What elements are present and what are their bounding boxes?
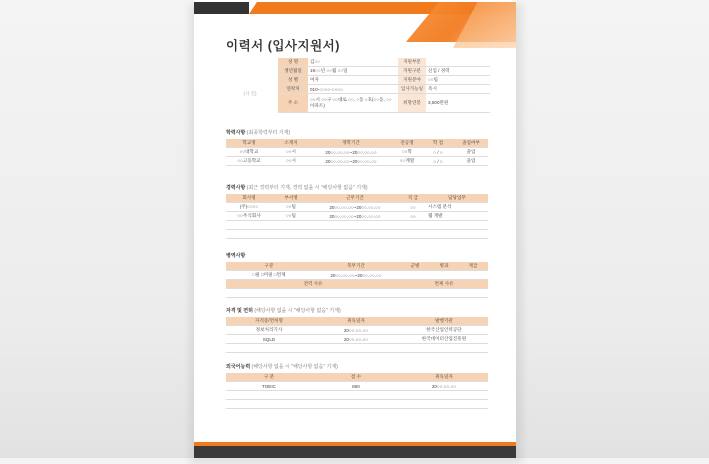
table-row <box>226 221 488 230</box>
table-row <box>226 335 488 344</box>
table-cell: ○ / ○ <box>422 148 454 157</box>
table-row <box>226 344 488 353</box>
header-cell: 점 수 <box>312 373 400 382</box>
table-header-row <box>226 280 488 289</box>
header-cell: 회사명 <box>226 194 272 203</box>
table-cell: 시스템 분석 <box>426 203 488 212</box>
table-cell: ○○주식회사 <box>226 212 272 221</box>
header-cell: 구분 <box>226 262 312 271</box>
table-row <box>226 326 488 335</box>
value-name: 김○○ <box>308 58 398 67</box>
header-cell: 발행기관 <box>400 317 488 326</box>
military-table <box>226 262 488 298</box>
header-cell: 근무기간 <box>310 194 400 203</box>
header-dark-bar <box>194 2 249 14</box>
table-cell: ○ / ○ <box>422 157 454 166</box>
value-gender: 여자 <box>308 76 398 85</box>
table-cell: 20○○.○○.○○~20○○.○○.○○ <box>310 212 400 221</box>
table-header-row <box>226 262 488 271</box>
military-status-checkboxes[interactable]: □필 □미필 □면제 <box>226 271 312 280</box>
header-cell: 부서명 <box>272 194 310 203</box>
photo-placeholder: (사 진) <box>243 91 257 96</box>
header-cell: 복무기간 <box>312 262 400 271</box>
header-cell: 군별 <box>400 262 430 271</box>
value-apply-type: 신입 / 경력 <box>426 67 490 76</box>
table-cell: 20○○.○○.○○~20○○.○○.○○ <box>310 157 392 166</box>
table-row <box>278 58 490 67</box>
header-cell: 구 분 <box>226 373 312 382</box>
career-title: 경력사항 <box>226 185 246 191</box>
language-title: 외국어능력 <box>226 364 251 370</box>
table-row <box>226 230 488 239</box>
table-cell: ○○학 <box>392 148 422 157</box>
table-header-row <box>226 373 488 382</box>
language-section-title <box>226 363 338 370</box>
table-cell: 졸업 <box>454 148 488 157</box>
table-row <box>226 391 488 400</box>
header-cell: 전역 사유 <box>226 280 400 289</box>
page-title: 이력서 (입사지원서) <box>226 39 340 53</box>
language-note: (해당사항 없을 시 "해당사항 없음" 기재) <box>251 364 338 370</box>
table-cell: ○○대학교 <box>226 148 272 157</box>
table-cell: ○○시 <box>272 148 310 157</box>
resume-page <box>194 0 516 458</box>
table-cell: 한국데이터산업진흥원 <box>400 335 488 344</box>
label-start-date: 입사가능일 <box>398 85 426 94</box>
table-row <box>278 76 490 85</box>
value-salary: 3,500만원 <box>426 94 490 113</box>
table-cell: 20○○.○○.○○~20○○.○○.○○ <box>312 271 400 280</box>
header-cell: 졸업여부 <box>454 139 488 148</box>
education-table <box>226 139 488 166</box>
table-cell: 정보처리기사 <box>226 326 312 335</box>
table-row <box>226 400 488 409</box>
label-apply-field: 지원분야 <box>398 76 426 85</box>
header-cell: 담당업무 <box>426 194 488 203</box>
table-header-row <box>226 317 488 326</box>
header-cell: 직 급 <box>400 194 426 203</box>
header-cell: 전공명 <box>392 139 422 148</box>
table-cell: 웹 개발 <box>426 212 488 221</box>
value-contact: 010-○○○○-○○○○ <box>308 85 398 94</box>
value-start-date: 즉시 <box>426 85 490 94</box>
table-cell: ○○고등학교 <box>226 157 272 166</box>
header-cell: 계급 <box>458 262 488 271</box>
table-row <box>226 148 488 157</box>
table-row <box>226 212 488 221</box>
table-cell: 20○○.○○.○○~20○○.○○.○○ <box>310 148 392 157</box>
table-cell: 850 <box>312 382 400 391</box>
table-header-row <box>226 139 488 148</box>
table-row <box>278 67 490 76</box>
value-apply-dept <box>426 58 490 67</box>
table-cell: 20○○.○○.○○~20○○.○○.○○ <box>310 203 400 212</box>
table-cell: ○○팀 <box>272 212 310 221</box>
education-note: (최종학력부터 기재) <box>246 130 291 136</box>
table-cell: ○○ <box>400 212 426 221</box>
value-birth: 19○○년 ○○월 ○○일 <box>308 67 398 76</box>
label-birth: 생년월일 <box>278 67 308 76</box>
table-cell: 20○○.○○.○○ <box>312 326 400 335</box>
header-cell: 학교명 <box>226 139 272 148</box>
table-row <box>226 157 488 166</box>
table-row <box>278 85 490 94</box>
label-name: 성 명 <box>278 58 308 67</box>
table-cell: 졸업 <box>454 157 488 166</box>
license-note: (해당사항 없을 시 "해당사항 없음" 기재) <box>254 308 341 314</box>
table-cell: SQLD <box>226 335 312 344</box>
header-cell: 학 점 <box>422 139 454 148</box>
header-cell: 병과 <box>430 262 458 271</box>
career-table <box>226 194 488 239</box>
table-cell: ○○시 <box>272 157 310 166</box>
footer-dark-bar <box>194 446 516 458</box>
label-apply-dept: 지원부문 <box>398 58 426 67</box>
personal-info-table <box>278 58 490 113</box>
career-note: (최근 경력부터 기재, 경력 없을 시 "해당사항 없음" 기재) <box>246 185 368 191</box>
education-section-title <box>226 129 290 136</box>
table-cell: (주)○○○○ <box>226 203 272 212</box>
military-section-title <box>226 252 245 259</box>
table-row <box>226 203 488 212</box>
table-row <box>278 94 490 113</box>
table-cell: ○○팀 <box>272 203 310 212</box>
license-table <box>226 317 488 353</box>
table-row <box>226 382 488 391</box>
table-row <box>226 271 488 280</box>
license-section-title <box>226 307 341 314</box>
value-apply-field: ○○팀 <box>426 76 490 85</box>
header-cell: 자격증/면허명 <box>226 317 312 326</box>
label-gender: 성 별 <box>278 76 308 85</box>
license-title: 자격 및 면허 <box>226 308 253 314</box>
table-cell: TOEIC <box>226 382 312 391</box>
header-cell: 면제 사유 <box>400 280 488 289</box>
career-section-title <box>226 184 368 191</box>
language-table <box>226 373 488 409</box>
header-cell: 소재지 <box>272 139 310 148</box>
label-address: 주 소 <box>278 94 308 113</box>
table-cell: 20○○.○○.○○ <box>400 382 488 391</box>
table-cell: ○○ <box>400 203 426 212</box>
value-address: ○○시 ○○구 ○○대로 ○○, ○동 ○호(○○동, ○○아파트) <box>308 94 398 113</box>
table-cell: 20○○.○○.○○ <box>312 335 400 344</box>
label-salary: 희망연봉 <box>398 94 426 113</box>
table-cell: 한국산업인력공단 <box>400 326 488 335</box>
education-title: 학력사항 <box>226 130 246 136</box>
header-cell: 취득일자 <box>312 317 400 326</box>
table-cell: ○○계열 <box>392 157 422 166</box>
military-title: 병역사항 <box>226 253 246 259</box>
table-header-row <box>226 194 488 203</box>
header-cell: 취득일자 <box>400 373 488 382</box>
label-apply-type: 지원구분 <box>398 67 426 76</box>
label-contact: 연락처 <box>278 85 308 94</box>
table-row <box>226 289 488 298</box>
header-cell: 재학기간 <box>310 139 392 148</box>
